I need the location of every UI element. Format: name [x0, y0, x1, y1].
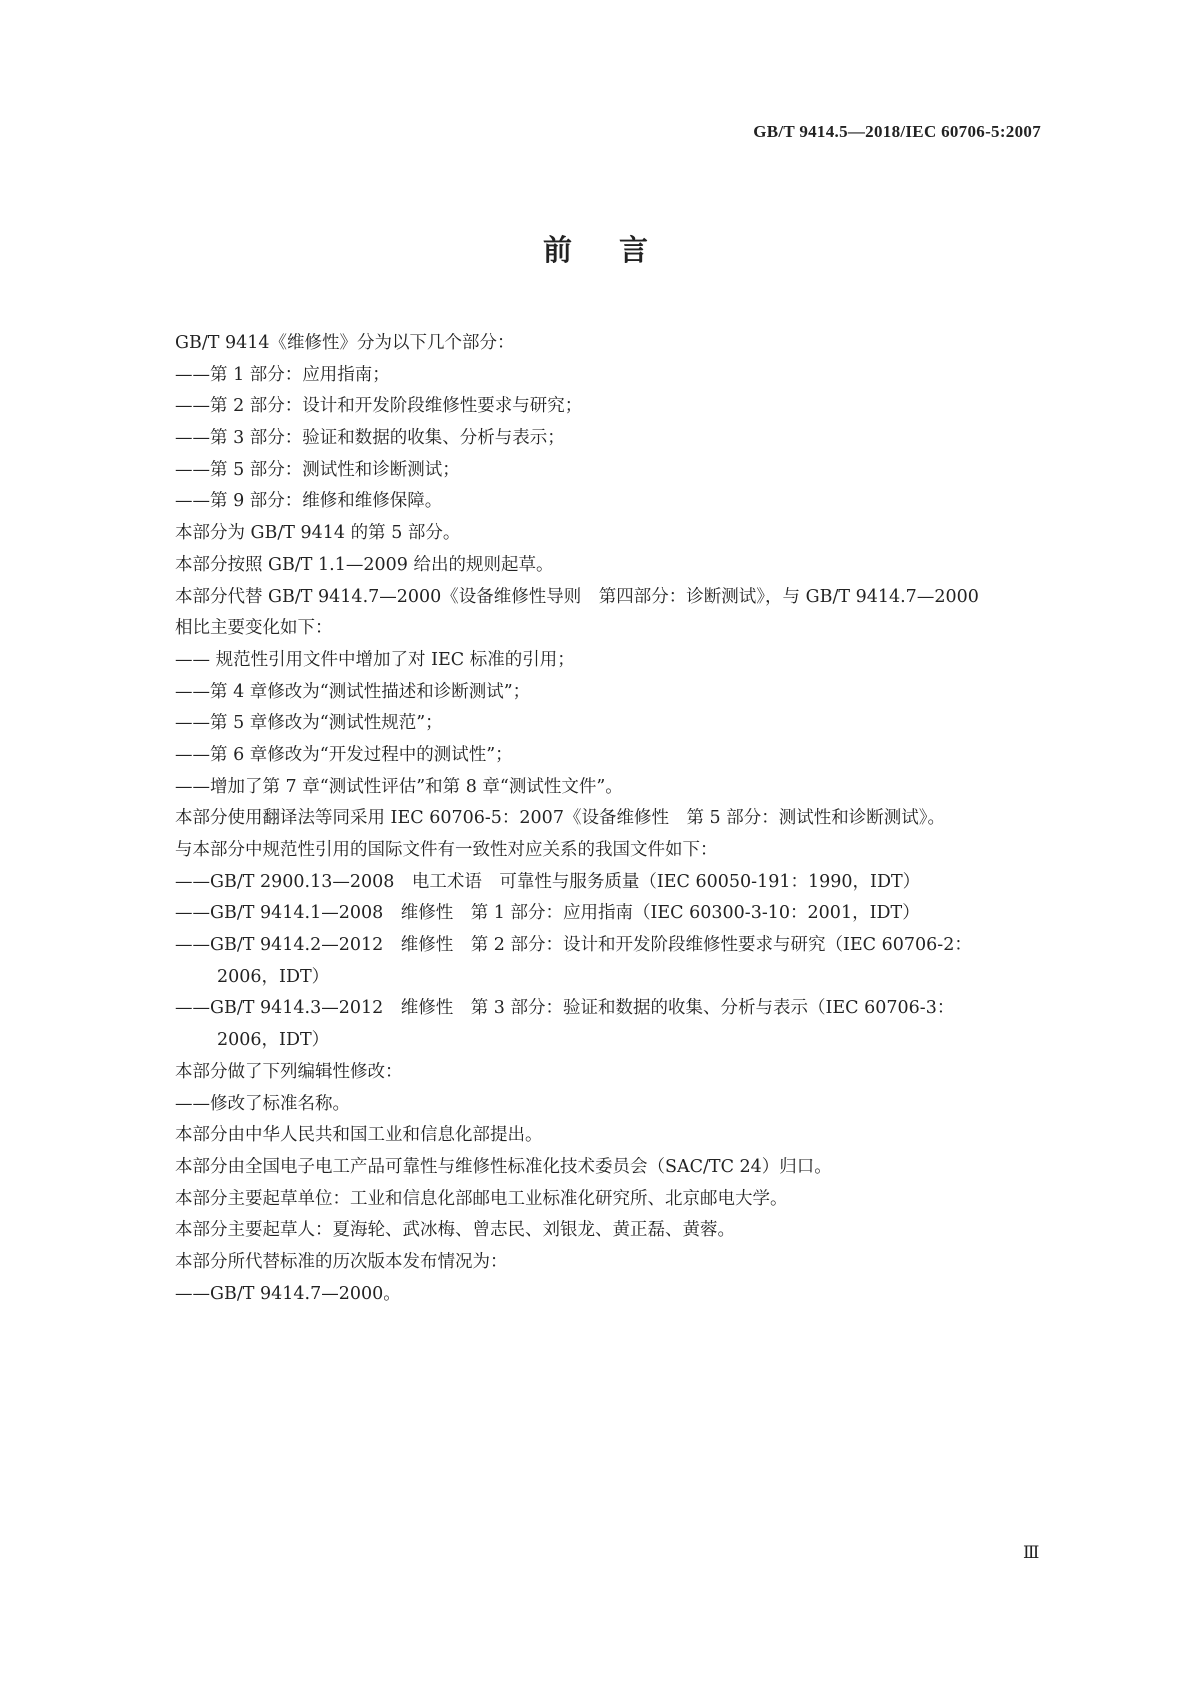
list-item-continuation: 2006，IDT）: [217, 966, 330, 987]
list-item: ——GB/T 9414.1—2008 维修性 第 1 部分：应用指南（IEC 60300-3-10：2001，IDT）: [175, 903, 920, 924]
page-title: 前言: [542, 233, 695, 267]
paragraph-line: 本部分主要起草单位：工业和信息化部邮电工业标准化研究所、北京邮电大学。: [175, 1188, 788, 1209]
paragraph-line: 本部分为 GB/T 9414 的第 5 部分。: [175, 523, 461, 544]
list-item: ——第 5 章修改为“测试性规范”；: [175, 713, 443, 734]
list-item: ——GB/T 2900.13—2008 电工术语 可靠性与服务质量（IEC 60050-191：1990，IDT）: [175, 871, 921, 892]
list-item-continuation: 2006，IDT）: [217, 1030, 330, 1051]
list-item: ——第 5 部分：测试性和诊断测试；: [175, 459, 460, 480]
list-item: ——GB/T 9414.2—2012 维修性 第 2 部分：设计和开发阶段维修性要求与研究（IEC 60706-2：: [175, 935, 972, 956]
paragraph-line: 本部分由全国电子电工产品可靠性与维修性标准化技术委员会（SAC/TC 24）归口。: [175, 1156, 832, 1177]
standard-code-header: GB/T 9414.5—2018/IEC 60706-5:2007: [753, 122, 1041, 141]
list-item: ——第 4 章修改为“测试性描述和诊断测试”；: [175, 681, 531, 702]
list-item: ——第 6 章修改为“开发过程中的测试性”；: [175, 744, 513, 765]
page-number: Ⅲ: [1023, 1543, 1040, 1562]
paragraph-line: 本部分做了下列编辑性修改：: [175, 1061, 403, 1082]
paragraph-line: 本部分使用翻译法等同采用 IEC 60706-5：2007《设备维修性 第 5 部分：测试性和诊断测试》。: [175, 808, 945, 829]
paragraph-line: GB/T 9414《维修性》分为以下几个部分：: [175, 333, 515, 353]
list-item: ——第 3 部分：验证和数据的收集、分析与表示；: [175, 428, 565, 449]
list-item: ——GB/T 9414.7—2000。: [175, 1283, 401, 1304]
list-item: ——GB/T 9414.3—2012 维修性 第 3 部分：验证和数据的收集、分析与表示（IEC 60706-3：: [175, 998, 955, 1019]
list-item: ——第 1 部分：应用指南；: [175, 364, 390, 385]
list-item: ——第 2 部分：设计和开发阶段维修性要求与研究；: [175, 396, 583, 417]
paragraph-line: 相比主要变化如下：: [175, 618, 333, 639]
paragraph-line: 本部分由中华人民共和国工业和信息化部提出。: [175, 1125, 543, 1146]
paragraph-line: 本部分代替 GB/T 9414.7—2000《设备维修性导则 第四部分：诊断测试》，与 GB/T 9414.7—2000: [175, 586, 979, 607]
paragraph-line: 与本部分中规范性引用的国际文件有一致性对应关系的我国文件如下：: [175, 840, 718, 860]
list-item: ——增加了第 7 章“测试性评估”和第 8 章“测试性文件”。: [175, 776, 623, 797]
paragraph-line: 本部分按照 GB/T 1.1—2009 给出的规则起草。: [175, 554, 554, 575]
list-item: ——第 9 部分：维修和维修保障。: [175, 491, 443, 512]
list-item: ——修改了标准名称。: [175, 1093, 350, 1114]
list-item: —— 规范性引用文件中增加了对 IEC 标准的引用；: [175, 649, 575, 670]
paragraph-line: 本部分所代替标准的历次版本发布情况为：: [175, 1251, 508, 1272]
paragraph-line: 本部分主要起草人：夏海轮、武冰梅、曾志民、刘银龙、黄正磊、黄蓉。: [175, 1220, 735, 1241]
foreword-body: [175, 328, 1055, 1310]
